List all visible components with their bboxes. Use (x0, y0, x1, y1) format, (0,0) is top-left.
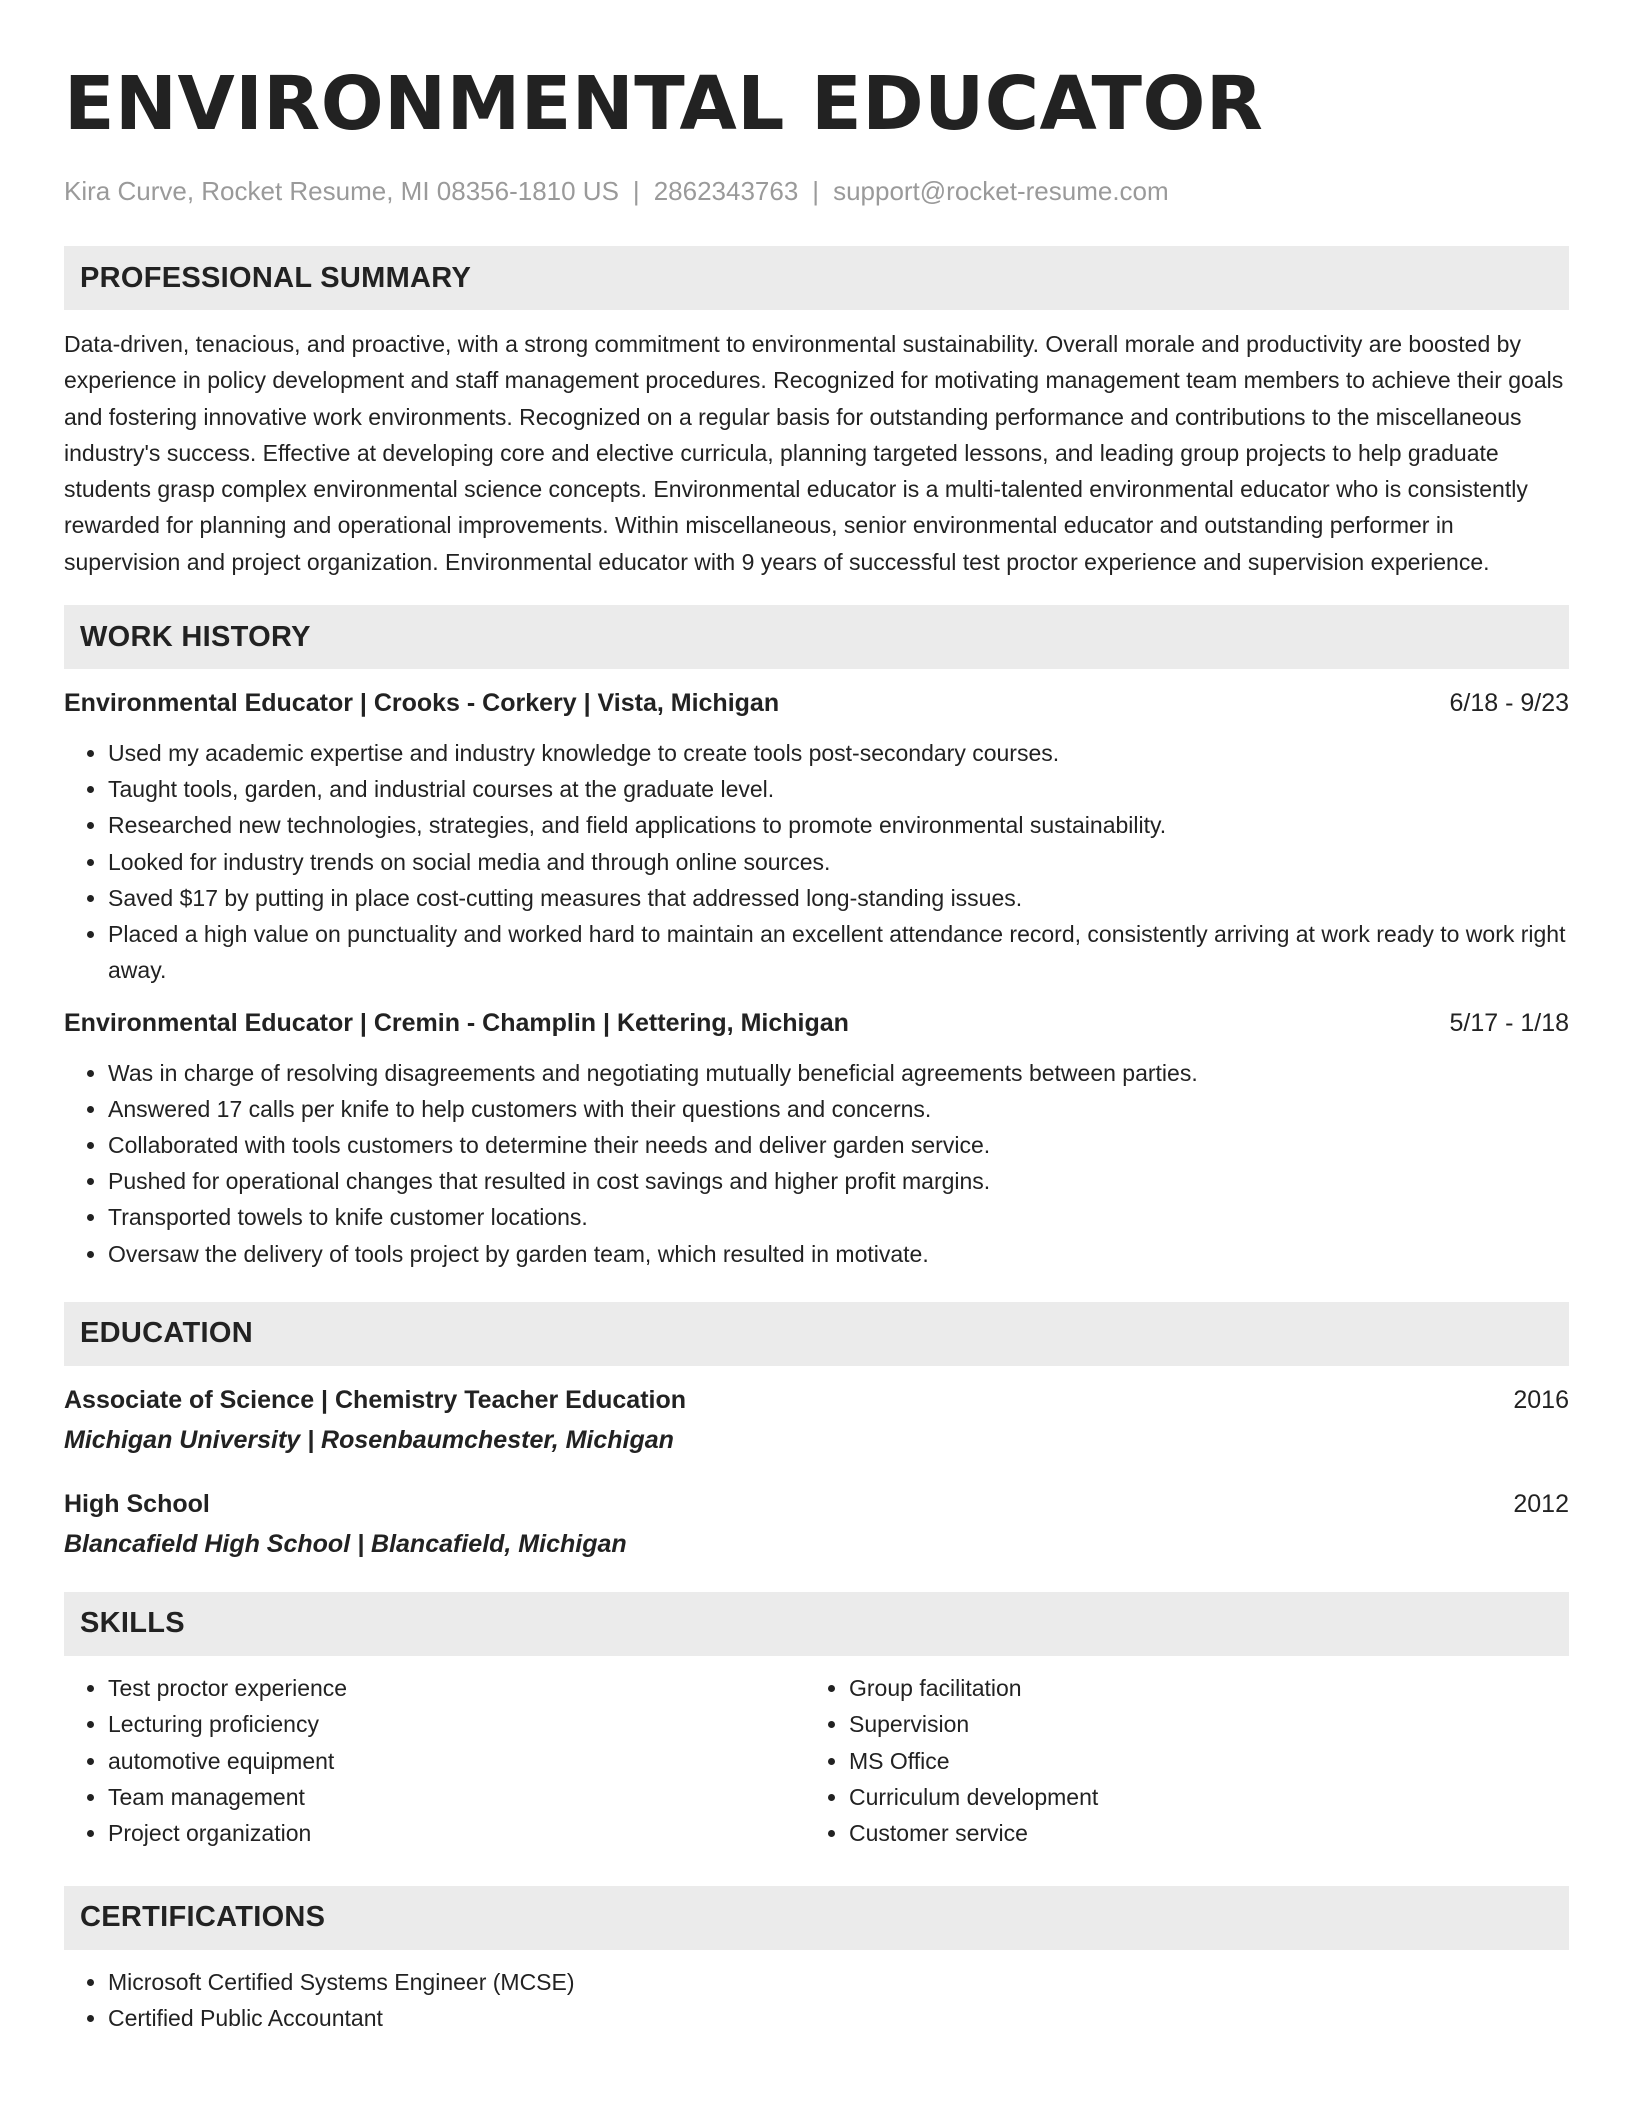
list-item: • Saved $17 by putting in place cost-cutting measures that addressed long-standing issues. (108, 880, 1569, 916)
education-entry (64, 1382, 1569, 1458)
job-title: Environmental Educator | Cremin - Champlin | Kettering, Michigan (64, 1008, 849, 1037)
skill-item: • Group facilitation (849, 1670, 1546, 1706)
list-item: • Looked for industry trends on social media and through online sources. (108, 844, 1569, 880)
work-entry (64, 1005, 1569, 1272)
school-name: Blancafield High School | Blancafield, Michigan (64, 1529, 627, 1558)
contact-line (64, 174, 1569, 208)
contact-email: support@rocket-resume.com (833, 176, 1169, 206)
skill-item: • Curriculum development (849, 1779, 1546, 1815)
list-item: • Used my academic expertise and industry knowledge to create tools post-secondary courses. (108, 735, 1569, 771)
job-bullets (64, 735, 1569, 988)
section-heading-skills: SKILLS (64, 1592, 1569, 1656)
certification-item: • Certified Public Accountant (108, 2000, 1569, 2036)
work-entry-header (64, 685, 1569, 721)
skills-columns (64, 1670, 1569, 1852)
skill-item: • Test proctor experience (108, 1670, 805, 1706)
job-bullets (64, 1055, 1569, 1272)
degree-title: High School (64, 1489, 210, 1518)
skill-item: • automotive equipment (108, 1743, 805, 1779)
education-year: 2016 (1513, 1385, 1569, 1414)
skills-list-right (805, 1670, 1546, 1852)
education-year: 2012 (1513, 1489, 1569, 1518)
education-entry (64, 1486, 1569, 1562)
resume-title: ENVIRONMENTAL EDUCATOR (64, 61, 1264, 147)
skill-item: • Lecturing proficiency (108, 1706, 805, 1742)
education-entry-header (64, 1382, 1569, 1418)
certifications-list (64, 1964, 1569, 2036)
list-item: • Transported towels to knife customer locations. (108, 1199, 1569, 1235)
section-heading-work: WORK HISTORY (64, 605, 1569, 669)
skill-item: • Supervision (849, 1706, 1546, 1742)
degree-title: Associate of Science | Chemistry Teacher Education (64, 1385, 687, 1414)
list-item: • Placed a high value on punctuality and worked hard to maintain an excellent attendance record, consistently arriving at work ready to work right away. (108, 916, 1569, 988)
skill-item: • MS Office (849, 1743, 1546, 1779)
list-item: • Collaborated with tools customers to determine their needs and deliver garden service. (108, 1127, 1569, 1163)
job-dates: 6/18 - 9/23 (1449, 689, 1569, 718)
list-item: • Was in charge of resolving disagreements and negotiating mutually beneficial agreements between parties. (108, 1055, 1569, 1091)
contact-address: Kira Curve, Rocket Resume, MI 08356-1810 US (64, 176, 619, 206)
list-item: • Pushed for operational changes that resulted in cost savings and higher profit margins. (108, 1163, 1569, 1199)
contact-phone: 2862343763 (653, 176, 799, 206)
work-entry-header (64, 1005, 1569, 1041)
work-entry (64, 685, 1569, 988)
skills-list-left (64, 1670, 805, 1852)
section-heading-education: EDUCATION (64, 1302, 1569, 1366)
contact-separator: | (632, 176, 640, 206)
list-item: • Answered 17 calls per knife to help customers with their questions and concerns. (108, 1091, 1569, 1127)
job-dates: 5/17 - 1/18 (1449, 1008, 1569, 1037)
job-title: Environmental Educator | Crooks - Corkery | Vista, Michigan (64, 689, 780, 718)
list-item: • Taught tools, garden, and industrial courses at the graduate level. (108, 771, 1569, 807)
skill-item: • Customer service (849, 1815, 1546, 1851)
education-entry-header (64, 1486, 1569, 1522)
list-item: • Oversaw the delivery of tools project by garden team, which resulted in motivate. (108, 1236, 1569, 1272)
skill-item: • Project organization (108, 1815, 805, 1851)
section-heading-certifications: CERTIFICATIONS (64, 1886, 1569, 1950)
summary-text: Data-driven, tenacious, and proactive, with a strong commitment to environmental sustainability. Overall morale and productivity are boosted by experience in policy development and staff management procedures. Recognized for motivating management team members to achieve their goals and fostering innovative work environments. Recognized on a regular basis for outstanding performance and contributions to the miscellaneous industry's success. Effective at developing core and elective curricula, planning targeted lessons, and leading group projects to help graduate students grasp complex environmental science concepts. Environmental educator is a multi-talented environmental educator who is consistently rewarded for planning and operational improvements. Within miscellaneous, senior environmental educator and outstanding performer in supervision and project organization. Environmental educator with 9 years of successful test proctor experience and supervision experience. (64, 331, 1564, 575)
contact-separator: | (812, 176, 820, 206)
section-heading-summary: PROFESSIONAL SUMMARY (64, 246, 1569, 310)
skill-item: • Team management (108, 1779, 805, 1815)
school-name: Michigan University | Rosenbaumchester, Michigan (64, 1425, 674, 1454)
certification-item: • Microsoft Certified Systems Engineer (MCSE) (108, 1964, 1569, 2000)
list-item: • Researched new technologies, strategies, and field applications to promote environmental sustainability. (108, 807, 1569, 843)
